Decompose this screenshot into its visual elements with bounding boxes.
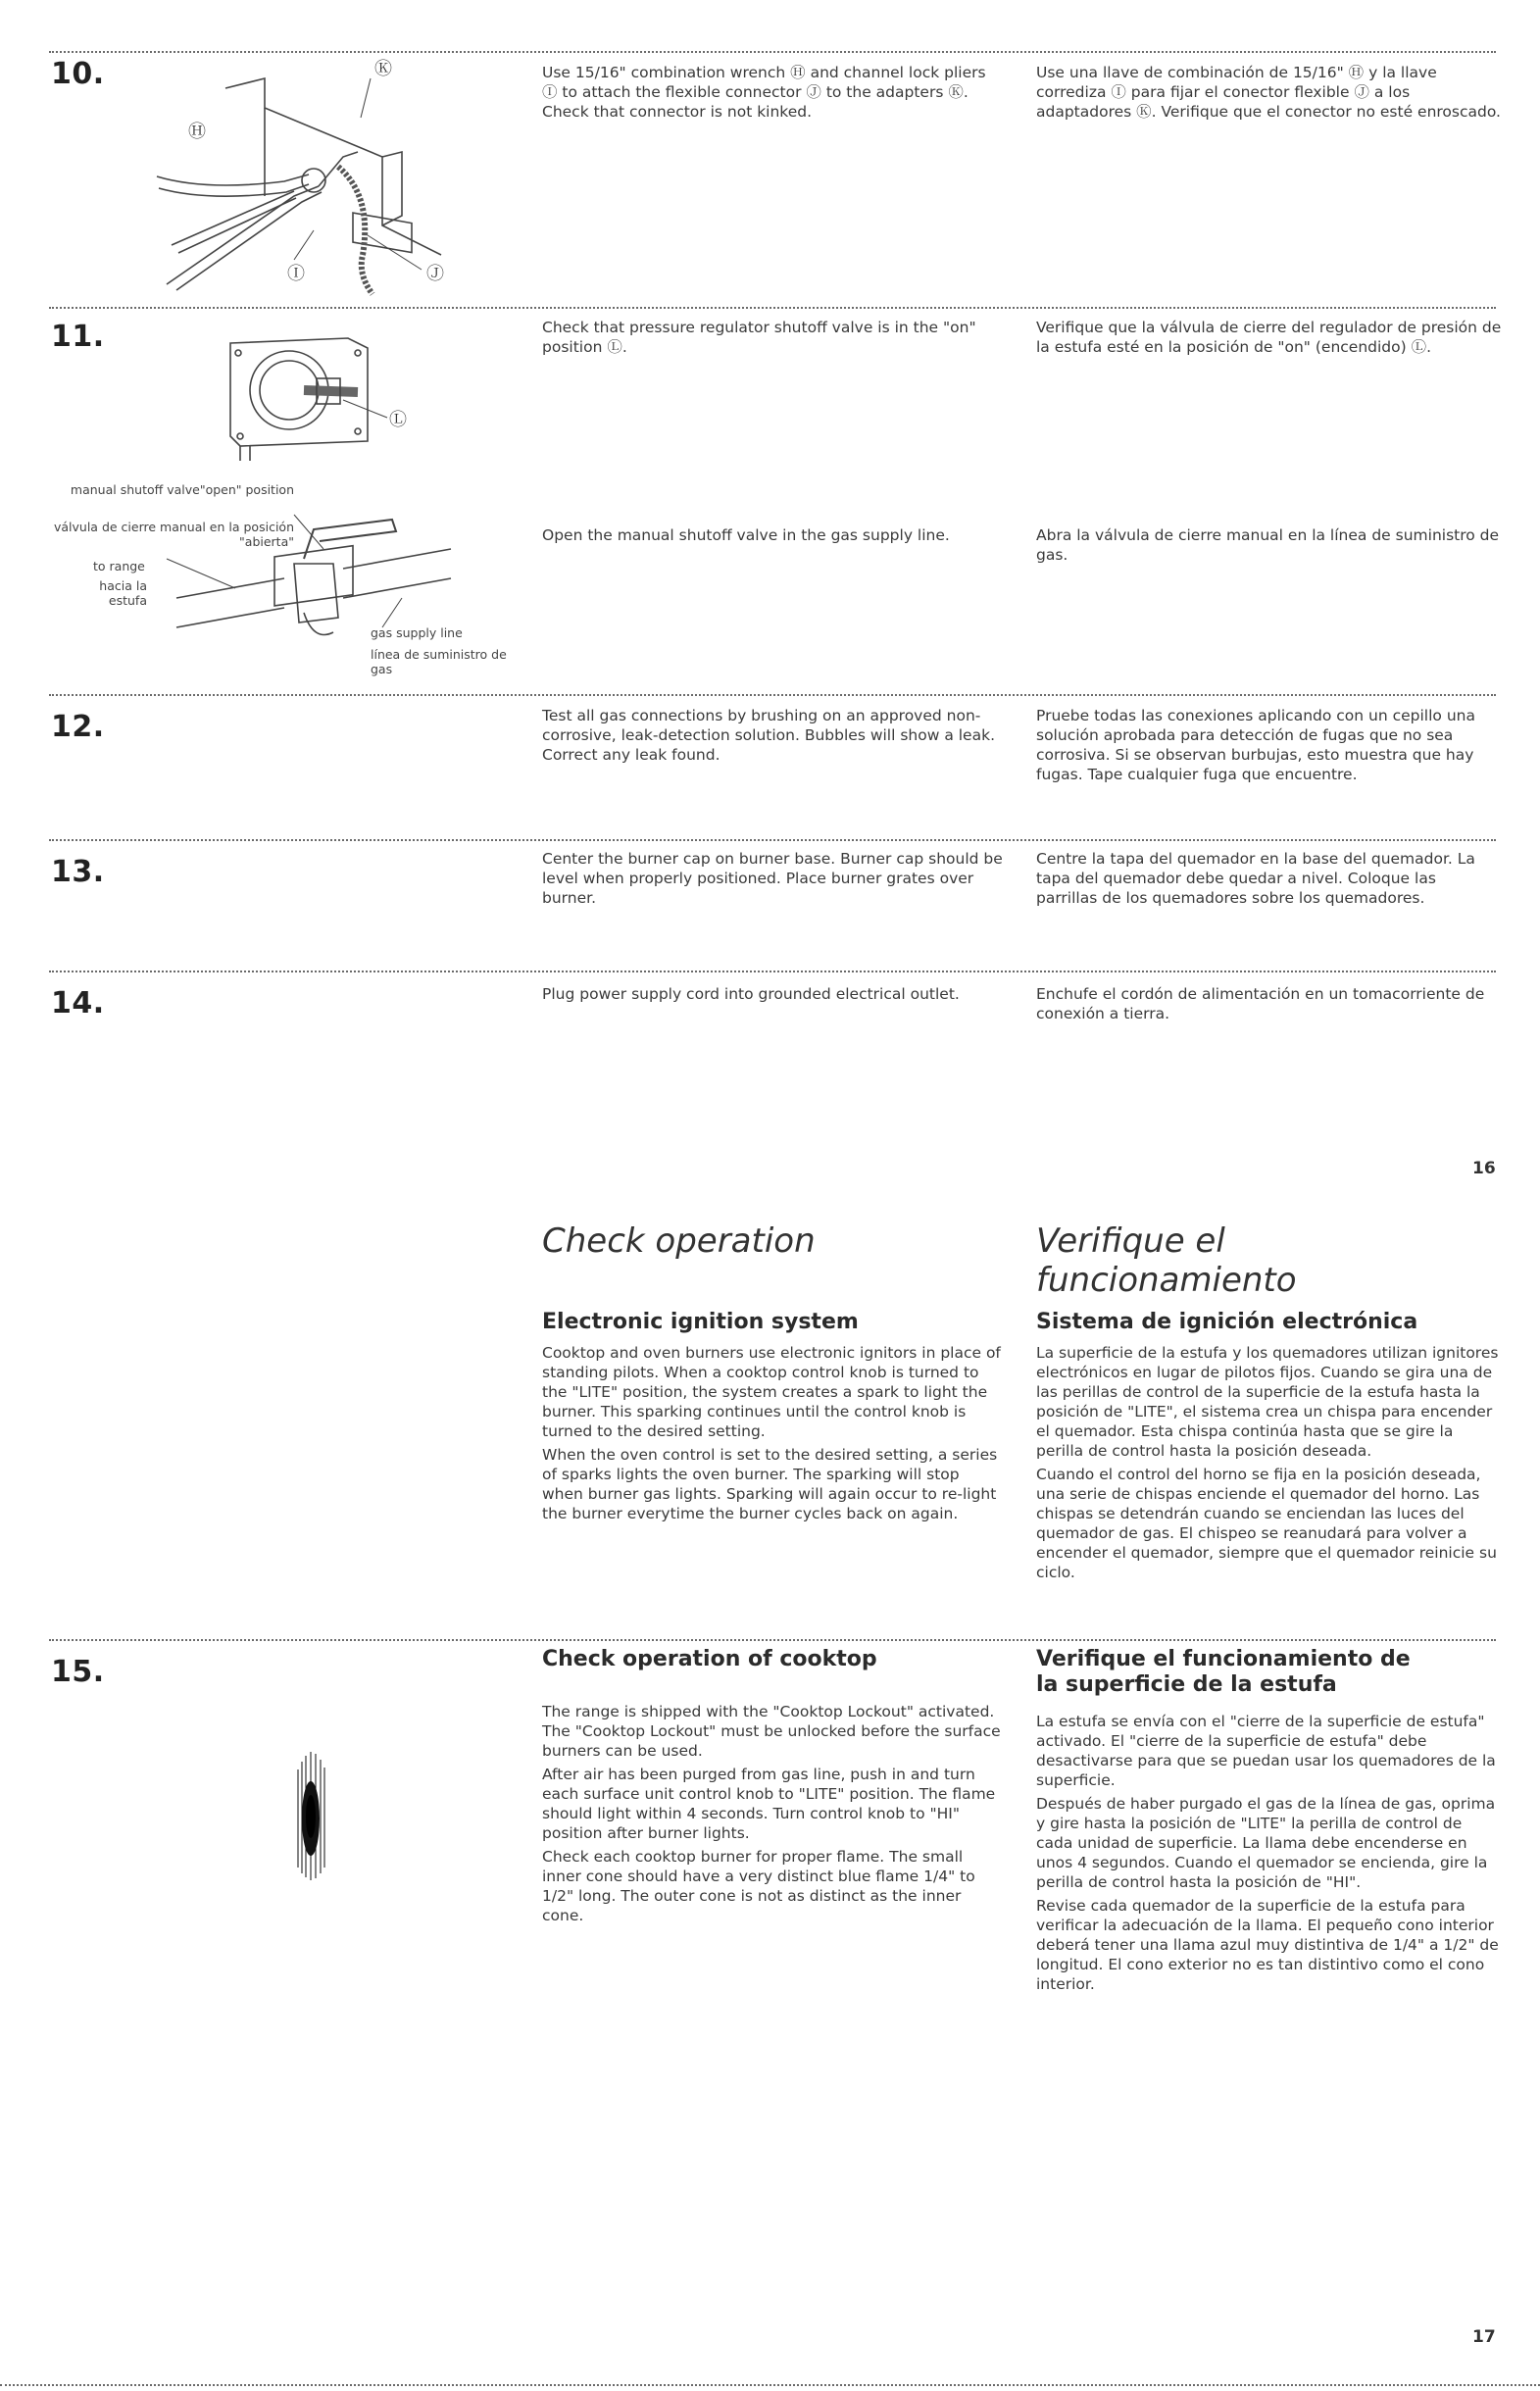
ignition-text-en [542, 1343, 1003, 1527]
ignition-paragraph: When the oven control is set to the desired setting, a series of sparks lights the oven burner. The sparking will stop when burner gas lights. Sparking will again occur to re-light the burner everytime the burner cycles back on again. [542, 1446, 998, 1522]
ignition-heading-en: Electronic ignition system [542, 1310, 859, 1334]
cooktop-heading-es: Verifique el funcionamiento de la superficie de la estufa [1036, 1647, 1411, 1697]
step-14-text-en: Plug power supply cord into grounded electrical outlet. [542, 985, 960, 1003]
cooktop-heading-en: Check operation of cooktop [542, 1647, 877, 1671]
step-13-text-en: Center the burner cap on burner base. Burner cap should be level when properly positioned. Place burner grates over burner. [542, 850, 1003, 907]
cooktop-paragraph: Después de haber purgado el gas de la línea de gas, oprima y gire hasta la posición de "LITE" la perilla de control de cada unidad de superficie. La llama debe encenderse en unos 4 segundos. Cuando el quemador se encienda, gire la perilla de control hasta la posición de "HI". [1036, 1795, 1496, 1891]
step-divider [49, 1639, 1496, 1641]
cooktop-text-en [542, 1702, 1003, 1929]
callout-k-label: Ⓚ [374, 59, 392, 79]
to-range-label-es: hacia la estufa [99, 578, 147, 608]
step-number: 15. [51, 1655, 105, 1689]
ignition-heading-es: Sistema de ignición electrónica [1036, 1310, 1418, 1334]
ignition-paragraph: Cooktop and oven burners use electronic ignitors in place of standing pilots. When a cooktop control knob is turned to the "LITE" position, the system creates a spark to light the burner. This sparking continues until the control knob is turned to the desired setting. [542, 1344, 1001, 1440]
gas-supply-label-es: línea de suministro de gas [371, 647, 507, 676]
step-divider [49, 694, 1496, 696]
valve-open-label-es: válvula de cierre manual en la posición "abierta" [53, 520, 294, 549]
step-11-text-es: Verifique que la válvula de cierre del regulador de presión de la estufa esté en la posición de "on" (encendido) Ⓛ. [1036, 319, 1502, 356]
step-number: 10. [51, 57, 105, 91]
cooktop-text-es [1036, 1712, 1502, 1998]
gas-supply-label: gas supply line [371, 625, 463, 640]
page-number: 17 [1472, 2327, 1496, 2347]
step-10-text-en: Use 15/16" combination wrench Ⓗ and channel lock pliers Ⓘ to attach the flexible connector Ⓙ to the adapters Ⓚ. Check that connector is not kinked. [542, 64, 986, 121]
section-title-es: Verifique el funcionamiento [1036, 1221, 1297, 1300]
step-11-valve-text-en: Open the manual shutoff valve in the gas supply line. [542, 526, 950, 544]
manual-shutoff-valve-illustration [176, 510, 490, 657]
step-number: 11. [51, 320, 105, 354]
callout-h-label: Ⓗ [188, 122, 206, 142]
burner-flame-illustration [284, 1750, 343, 1887]
step-14-text-es: Enchufe el cordón de alimentación en un tomacorriente de conexión a tierra. [1036, 985, 1485, 1022]
ignition-paragraph: La superficie de la estufa y los quemadores utilizan ignitores electrónicos en lugar de pilotos fijos. Cuando se gira una de las perillas de control de la superficie de la estufa hasta la posición de "LITE", el sistema crea un chispa para encender el quemador. Esta chispa continúa hasta que se gire la perilla de control hasta la posición deseada. [1036, 1344, 1499, 1460]
step-12-text-es: Pruebe todas las conexiones aplicando con un cepillo una solución aprobada para detección de fugas que no sea corrosiva. Si se observan burbujas, esto muestra que hay fugas. Tape cualquier fuga que encuentre. [1036, 707, 1475, 783]
callout-i-label: Ⓘ [287, 264, 305, 284]
ignition-text-es [1036, 1343, 1502, 1586]
callout-l-label: Ⓛ [389, 410, 407, 430]
page-bottom-edge [0, 2384, 1540, 2386]
step-number: 14. [51, 986, 105, 1021]
cooktop-paragraph: Revise cada quemador de la superficie de la estufa para verificar la adecuación de la llama. El pequeño cono interior deberá tener una llama azul muy distintiva de 1/4" a 1/2" de longitud. El cono exterior no es tan distintivo como el cono interior. [1036, 1897, 1499, 1993]
pressure-regulator-illustration [221, 324, 436, 461]
step-10-text-es: Use una llave de combinación de 15/16" Ⓗ y la llave corrediza Ⓘ para fijar el conector flexible Ⓙ a los adaptadores Ⓚ. Verifique que el conector no esté enroscado. [1036, 64, 1501, 121]
step-divider [49, 971, 1496, 972]
step-divider [49, 307, 1496, 309]
valve-open-label: manual shutoff valve"open" position [70, 482, 294, 497]
step-11-text-en: Check that pressure regulator shutoff valve is in the "on" position Ⓛ. [542, 319, 976, 356]
step-12-text-en: Test all gas connections by brushing on an approved non-corrosive, leak-detection solution. Bubbles will show a leak. Correct any leak found. [542, 707, 995, 764]
cooktop-paragraph: After air has been purged from gas line, push in and turn each surface unit control knob to "LITE" position. The flame should light within 4 seconds. Turn control knob to "HI" position after burner lights. [542, 1766, 996, 1842]
step-11-valve-text-es: Abra la válvula de cierre manual en la línea de suministro de gas. [1036, 526, 1500, 564]
section-title-en: Check operation [542, 1221, 816, 1261]
step-number: 12. [51, 710, 105, 744]
ignition-paragraph: Cuando el control del horno se fija en la posición deseada, una serie de chispas enciende el quemador del horno. Las chispas se detendrán cuando se enciendan las luces del quemador de gas. El chispeo se reanudará para volver a encender el quemador, siempre que el quemador reinicie su ciclo. [1036, 1466, 1497, 1581]
page-number: 16 [1472, 1159, 1496, 1178]
step-number: 13. [51, 855, 105, 889]
step-13-text-es: Centre la tapa del quemador en la base del quemador. La tapa del quemador debe quedar a nivel. Coloque las parrillas de los quemadores sobre los quemadores. [1036, 850, 1475, 907]
cooktop-paragraph: The range is shipped with the "Cooktop Lockout" activated. The "Cooktop Lockout" must be unlocked before the surface burners can be used. [542, 1703, 1001, 1760]
step-divider [49, 839, 1496, 841]
callout-j-label: Ⓙ [426, 264, 444, 284]
cooktop-paragraph: Check each cooktop burner for proper flame. The small inner cone should have a very distinct blue flame 1/4" to 1/2" long. The outer cone is not as distinct as the inner cone. [542, 1848, 975, 1924]
cooktop-paragraph: La estufa se envía con el "cierre de la superficie de estufa" activado. El "cierre de la superficie de estufa" debe desactivarse para que se puedan usar los quemadores de la superficie. [1036, 1713, 1496, 1789]
to-range-label: to range [93, 559, 145, 573]
step-divider [49, 51, 1496, 53]
connector-wrench-illustration [147, 59, 480, 294]
